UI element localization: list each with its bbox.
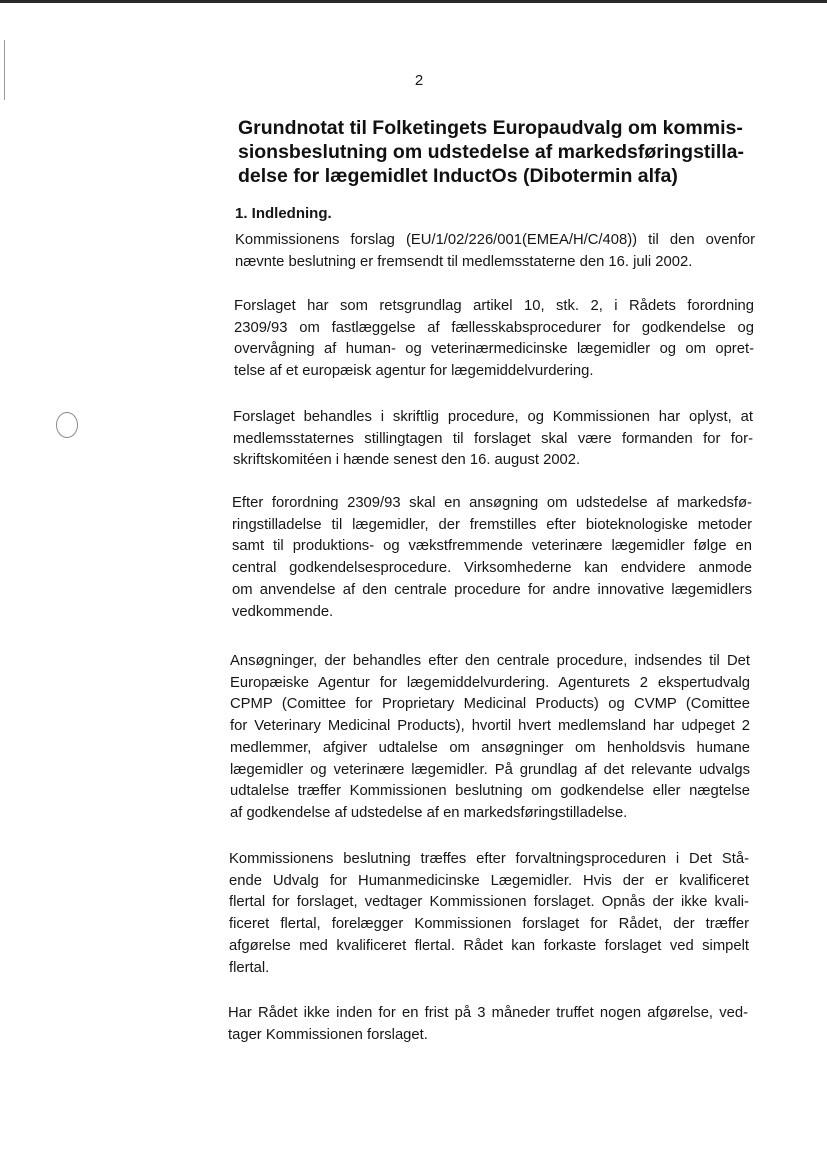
paragraph-deadline (228, 1003, 748, 1046)
text-line: tager Kommissionen forslaget. (228, 1026, 428, 1043)
text-line: Europæiske Agentur for lægemiddelvurdering. Agenturets 2 ekspertudvalg (230, 674, 750, 691)
text-line: Forslaget har som retsgrundlag artikel 10, stk. 2, i Rådets forordning (234, 298, 754, 314)
text-line: for Veterinary Medicinal Products), hvortil hvert medlemsland har udpeget 2 (230, 718, 750, 735)
text-line: flertal for forslaget, vedtager Kommissionen forslaget. Opnås der ikke kvali- (229, 894, 749, 911)
text-line: ficeret flertal, forelægger Kommissionen forslaget for Rådet, der træffer (229, 916, 749, 933)
paragraph-applications (230, 651, 750, 825)
paragraph-decision (229, 849, 749, 979)
title-line: sionsbeslutning om udstedelse af markedsføringstilla- (238, 141, 745, 163)
page-number: 2 (414, 72, 424, 89)
text-line: om anvendelse af den centrale procedure for andre innovative lægemidlers (232, 581, 752, 598)
text-line: skriftskomitéen i hænde senest den 16. august 2002. (233, 452, 581, 469)
text-line: udtalelse træffer Kommissionen beslutning om godkendelse eller nægtelse (230, 783, 750, 800)
text-line: Ansøgninger, der behandles efter den centrale procedure, indsendes til Det (230, 653, 750, 669)
page-top-border (0, 0, 827, 3)
paragraph-regulation (232, 493, 752, 623)
text-line: CPMP (Comittee for Proprietary Medicinal Products) og CVMP (Comittee (230, 696, 750, 713)
paragraph-procedure (233, 407, 753, 472)
text-line: Har Rådet ikke inden for en frist på 3 måneder truffet nogen afgørelse, ved- (228, 1005, 748, 1021)
text-line: vedkommende. (232, 603, 334, 620)
punch-hole-mark (56, 412, 78, 438)
text-line: Kommissionens forslag (EU/1/02/226/001(EMEA/H/C/408)) til den ovenfor (235, 232, 755, 248)
paragraph-legal-basis (234, 296, 754, 383)
text-line: nævnte beslutning er fremsendt til medlemsstaterne den 16. juli 2002. (235, 253, 693, 270)
title-line: Grundnotat til Folketingets Europaudvalg om kommis- (238, 117, 743, 139)
text-line: medlemsstaternes stillingtagen til forslaget skal være formanden for for- (233, 430, 753, 447)
text-line: afgørelse med kvalificeret flertal. Rådet kan forkaste forslaget ved simpelt (229, 937, 749, 954)
text-line: central godkendelsesprocedure. Virksomhederne kan endvidere anmode (232, 560, 752, 577)
scan-edge-mark (4, 40, 5, 100)
section-heading: 1. Indledning. (235, 205, 332, 222)
text-line: ringstilladelse til lægemidler, der fremstilles efter bioteknologiske metoder (232, 516, 752, 533)
text-line: Kommissionens beslutning træffes efter forvaltningsproceduren i Det Stå- (229, 851, 749, 867)
text-line: samt til produktions- og vækstfremmende veterinære lægemidler følge en (232, 538, 752, 555)
text-line: af godkendelse af udstedelse af en markedsføringstilladelse. (230, 804, 628, 821)
document-title (238, 116, 758, 188)
text-line: Forslaget behandles i skriftlig procedure, og Kommissionen har oplyst, at (233, 409, 753, 425)
text-line: medlemmer, afgiver udtalelse om ansøgninger om henholdsvis humane (230, 739, 750, 756)
text-line: 2309/93 om fastlæggelse af fællesskabsprocedurer for godkendelse og (234, 319, 754, 336)
text-line: telse af et europæisk agentur for lægemiddelvurdering. (234, 363, 594, 380)
text-line: lægemidler og veterinære lægemidler. På grundlag af det relevante udvalgs (230, 761, 750, 778)
text-line: overvågning af human- og veterinærmedicinske lægemidler og om opret- (234, 341, 754, 358)
text-line: flertal. (229, 959, 270, 976)
title-line: delse for lægemidlet InductOs (Dibotermin alfa) (238, 165, 678, 187)
text-line: ende Udvalg for Humanmedicinske Lægemidler. Hvis der er kvalificeret (229, 872, 749, 889)
paragraph-intro (235, 230, 755, 273)
text-line: Efter forordning 2309/93 skal en ansøgning om udstedelse af markedsfø- (232, 495, 752, 511)
